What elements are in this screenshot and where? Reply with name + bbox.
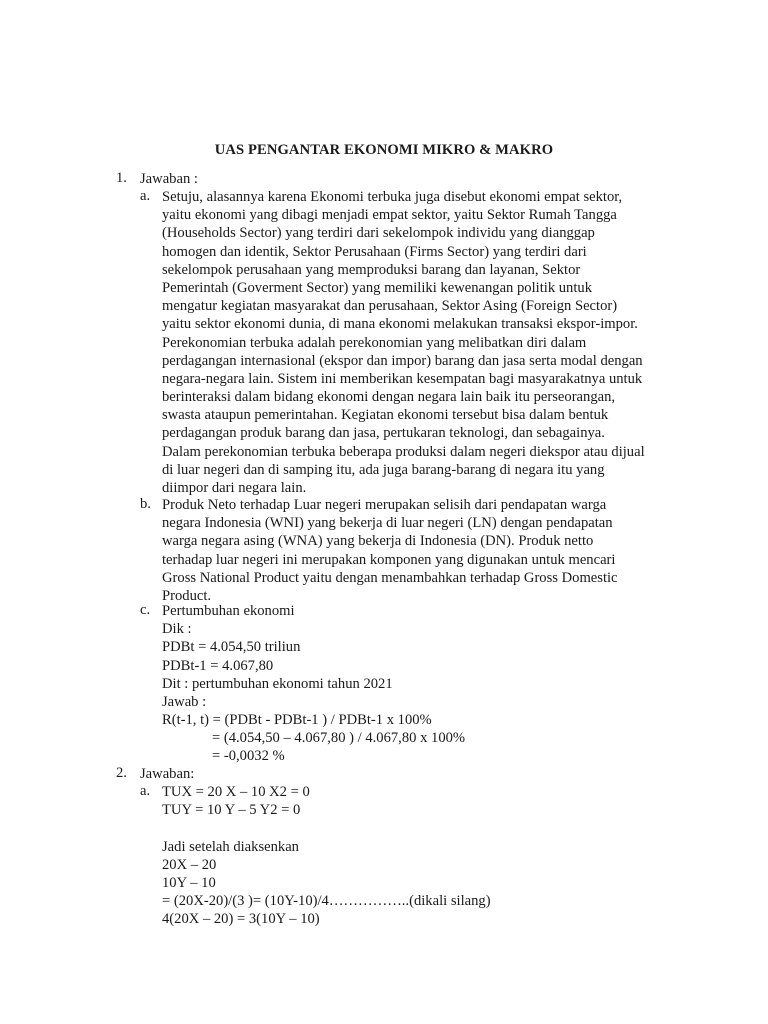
text-line: = -0,0032 % [212, 748, 285, 765]
text-line: = (4.054,50 – 4.067,80 ) / 4.067,80 x 100% [212, 730, 466, 746]
text-line: 10Y – 10 [162, 874, 216, 891]
text-line: PDBt-1 = 4.067,80 [162, 657, 274, 674]
text-line: Jawab : [162, 693, 207, 710]
q1b-marker: b. [140, 496, 151, 512]
text-line: warga negara asing (WNA) yang bekerja di Indonesia (DN). Produk netto [162, 533, 594, 550]
text-line: yaitu ekonomi yang dibagi menjadi empat sektor, yaitu Sektor Rumah Tangga [162, 207, 617, 224]
text-line: TUY = 10 Y – 5 Y2 = 0 [162, 802, 301, 819]
text-line: Dik : [162, 621, 192, 638]
text-line: Pertumbuhan ekonomi [162, 603, 295, 619]
q2-number: 2. [116, 765, 127, 781]
q2a-marker: a. [140, 783, 151, 799]
q1-label: Jawaban : [140, 171, 198, 187]
text-line: negara-negara lain. Sistem ini memberikan kesempatan bagi masyarakatnya untuk [162, 370, 643, 387]
text-line: Pemerintah (Goverment Sector) yang memiliki kewenangan politik untuk [162, 279, 593, 296]
q1b-paragraph [162, 496, 618, 605]
text-line: perdagangan internasional (ekspor dan impor) barang dan jasa serta modal dengan [162, 352, 643, 369]
text-line: terhadap luar negeri ini merupakan komponen yang digunakan untuk mencari [162, 551, 616, 568]
text-line: Setuju, alasannya karena Ekonomi terbuka juga disebut ekonomi empat sektor, [162, 189, 623, 205]
text-line: Gross National Product yaitu dengan menambahkan terhadap Gross Domestic [162, 569, 618, 586]
text-line: R(t-1, t) = (PDBt - PDBt-1 ) / PDBt-1 x 100% [162, 712, 432, 729]
text-line [162, 819, 491, 837]
q1a-paragraph [162, 188, 645, 497]
text-line: negara Indonesia (WNI) yang bekerja di luar negeri (LN) dengan pendapatan [162, 515, 613, 532]
text-line: berinteraksi dalam bidang ekonomi dengan negara lain baik itu perseorangan, [162, 389, 616, 406]
text-line: Dit : pertumbuhan ekonomi tahun 2021 [162, 675, 393, 692]
text-line: (Households Sector) yang terdiri dari sekelompok individu yang dianggap [162, 225, 595, 242]
text-line: homogen dan identik, Sektor Perusahaan (Firms Sector) yang terdiri dari [162, 243, 587, 260]
text-line: diimpor dari negara lain. [162, 480, 307, 496]
text-line: 20X – 20 [162, 856, 217, 873]
q1c-calculation [162, 602, 432, 729]
text-line: = (20X-20)/(3 )= (10Y-10)/4……………..(dikali silang) [162, 893, 491, 910]
text-line: Dalam perekonomian terbuka beberapa produksi dalam negeri diekspor atau dijual [162, 443, 645, 460]
text-line: PDBt = 4.054,50 triliun [162, 639, 301, 656]
q1-number: 1. [116, 170, 127, 186]
text-line: swasta ataupun pemerintahan. Kegiatan ekonomi tersebut bisa dalam bentuk [162, 407, 609, 424]
q2-label: Jawaban: [140, 766, 195, 782]
text-line: Perekonomian terbuka adalah perekonomian yang melibatkan diri dalam [162, 334, 587, 351]
text-line: Produk Neto terhadap Luar negeri merupakan selisih dari pendapatan warga [162, 497, 607, 513]
text-line: yaitu sektor ekonomi dunia, di mana ekonomi melakukan transaksi ekspor-impor. [162, 316, 638, 333]
text-line: perdagangan produk barang dan jasa, pertukaran teknologi, dan sebagainya. [162, 425, 605, 442]
text-line: 4(20X – 20) = 3(10Y – 10) [162, 911, 320, 928]
document-title: UAS PENGANTAR EKONOMI MIKRO & MAKRO [214, 142, 554, 158]
q1a-marker: a. [140, 188, 151, 204]
text-line: mengatur kegiatan masyarakat dan perusahaan, Sektor Asing (Foreign Sector) [162, 298, 618, 315]
text-line: TUX = 20 X – 10 X2 = 0 [162, 784, 310, 800]
text-line: Jadi setelah diaksenkan [162, 838, 299, 855]
q2a-calculation [162, 783, 491, 929]
text-line: Product. [162, 587, 212, 604]
text-line: di luar negeri dan di samping itu, ada juga barang-barang di negara itu yang [162, 461, 605, 478]
q1c-calculation-continued [212, 729, 465, 765]
text-line: sekelompok perusahaan yang memproduksi barang dan layanan, Sektor [162, 261, 581, 278]
q1c-marker: c. [140, 602, 151, 618]
